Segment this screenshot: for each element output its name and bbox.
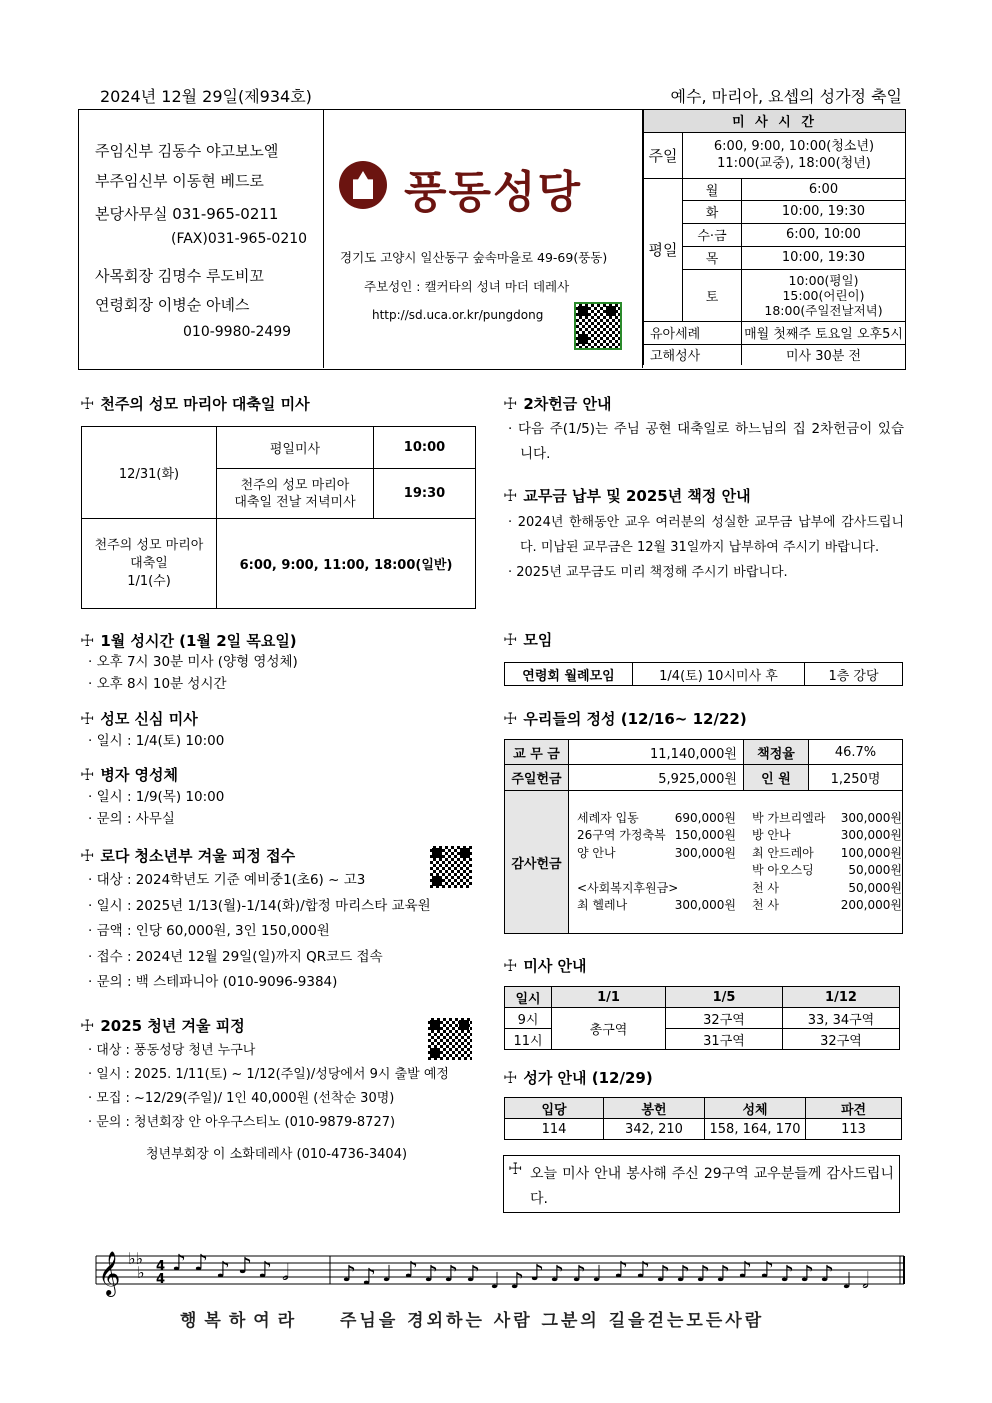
flat-icon: ♭	[137, 1263, 145, 1282]
list-item: 양 안나 300,000원	[577, 845, 736, 860]
svg-text:♪: ♪	[238, 1254, 253, 1279]
offering-value: 1,250명	[809, 765, 903, 791]
table-header: 입당	[505, 1098, 604, 1119]
weekday-label: 평일	[644, 178, 683, 321]
list-item: · 접수 : 2024년 12월 29일(일)까지 QR코드 접속	[88, 945, 431, 971]
contact-line: 청년부회장 이 소화데레사 (010-4736-3404)	[146, 1147, 408, 1162]
music-notes	[172, 1251, 869, 1294]
list-item: · 일시 : 1/9(목) 10:00	[88, 786, 224, 808]
list-item: 세례자 입동 690,000원	[577, 810, 736, 825]
cross-icon: ☩	[503, 1068, 518, 1087]
thanks-note: 오늘 미사 안내 봉사해 주신 29구역 교우분들께 감사드립니다.	[530, 1166, 894, 1207]
svg-text:𝅗𝅥: 𝅗𝅥	[282, 1261, 289, 1286]
section-title: ☩ 병자 영성체	[80, 765, 179, 784]
list-item: · 오후 8시 10분 성시간	[88, 673, 298, 695]
table-cell: 158, 164, 170	[705, 1119, 806, 1140]
mass-guide-table	[504, 986, 900, 1050]
mass-times-title: 미 사 시 간	[644, 110, 906, 132]
section-title: ☩ 천주의 성모 마리아 대축일 미사	[80, 394, 310, 413]
list-item: · 문의 : 백 스테파니아 (010-9096-9384)	[88, 970, 431, 996]
weekday-day: 월	[683, 178, 742, 200]
cross-icon: ☩	[503, 394, 518, 413]
confession-label: 고해성사	[644, 344, 742, 365]
staff-line: 주임신부 김동수 야고보노엘	[95, 142, 279, 160]
youth-retreat-list	[88, 868, 431, 996]
mass-label: 천주의 성모 마리아	[240, 477, 350, 493]
table-cell: 113	[806, 1119, 902, 1140]
offering-table	[504, 739, 903, 934]
list-item: · 대상 : 풍동성당 청년 누구나	[88, 1039, 449, 1063]
meeting-time: 1/4(토) 10시미사 후	[633, 663, 805, 686]
time-signature: 4	[156, 1259, 166, 1274]
table-header: 일시	[505, 987, 552, 1008]
list-item: · 일시 : 2025년 1/13(월)-1/14(화)/합정 마리스타 교육원	[88, 894, 431, 920]
list-item: 방 안나 300,000원	[752, 828, 902, 842]
sunday-label: 주일	[644, 132, 683, 178]
table-header: 파견	[806, 1098, 902, 1119]
list-item: · 2024년 한해동안 교우 여러분의 성실한 교무금 납부에 감사드립니다. 미납된 교무금은 12월 31일까지 납부하여 주시기 바랍니다.	[508, 510, 904, 560]
mass-label: 평일미사	[217, 427, 374, 469]
thanks-note-box	[503, 1155, 900, 1213]
svg-text:♪: ♪	[362, 1265, 377, 1290]
date-cell: 1/1(수)	[127, 573, 171, 589]
baptism-time: 매월 첫째주 토요일 오후5시	[742, 321, 906, 344]
cross-icon: ☩	[503, 486, 518, 505]
date-cell: 대축일	[130, 555, 168, 571]
staff-line: 연령회장 이병순 아녜스	[95, 296, 250, 314]
list-item: · 대상 : 2024학년도 기준 예비중1(초6) ~ 고3	[88, 868, 431, 894]
mass-time: 6:00, 9:00, 11:00, 18:00(일반)	[217, 519, 476, 609]
feast-title: 예수, 마리아, 요셉의 성가정 축일	[670, 87, 902, 106]
svg-text:♪: ♪	[342, 1262, 357, 1287]
weekday-time: 10:00, 19:30	[742, 246, 906, 269]
list-item: 천 사 200,000원	[752, 898, 902, 912]
table-header: 1/12	[783, 987, 900, 1008]
time-signature: 4	[156, 1272, 166, 1287]
baptism-label: 유아세례	[644, 321, 742, 344]
church-address: 경기도 고양시 일산동구 숲속마을로 49-69(풍동)	[340, 250, 608, 265]
cross-icon: ☩	[80, 765, 95, 784]
list-item: · 모집 : ~12/29(주일)/ 1인 40,000원 (선착순 30명)	[88, 1087, 449, 1111]
svg-text:♪: ♪	[800, 1262, 815, 1287]
cross-icon: ☩	[508, 1159, 523, 1178]
table-cell: 11시	[505, 1029, 552, 1050]
table-cell: 114	[505, 1119, 604, 1140]
church-logo	[339, 161, 387, 209]
svg-text:♪: ♪	[216, 1258, 231, 1283]
weekday-time: 10:00, 19:30	[742, 200, 906, 223]
svg-text:♪: ♪	[716, 1262, 731, 1287]
svg-text:♩: ♩	[842, 1269, 853, 1294]
marian-mass-list	[88, 730, 224, 752]
svg-text:♪: ♪	[424, 1262, 439, 1287]
cross-icon: ☩	[80, 631, 95, 650]
table-cell: 31구역	[666, 1029, 783, 1050]
second-collection-list	[508, 417, 904, 467]
offering-value: 11,140,000원	[569, 740, 744, 765]
weekday-day: 화	[683, 200, 742, 223]
weekday-time: 15:00(어린이)	[782, 287, 865, 303]
svg-text:♪: ♪	[404, 1258, 419, 1283]
table-cell: 총구역	[552, 1008, 666, 1050]
sunday-time: 11:00(교중), 18:00(청년)	[717, 156, 871, 171]
svg-text:♪: ♪	[676, 1262, 691, 1287]
patron-saint: 주보성인 : 캘커타의 성녀 마더 데레사	[364, 279, 570, 294]
offering-label: 책정율	[744, 740, 809, 765]
list-item: <사회복지후원금>	[577, 880, 679, 895]
staff-line: 사목회장 김명수 루도비꼬	[95, 267, 264, 285]
weekday-time: 6:00, 10:00	[742, 223, 906, 246]
list-item: · 다음 주(1/5)는 주님 공현 대축일로 하느님의 집 2차헌금이 있습니다.	[508, 417, 904, 467]
section-title: ☩ 우리들의 정성 (12/16~ 12/22)	[503, 709, 747, 728]
svg-text:♪: ♪	[636, 1258, 651, 1283]
cross-icon: ☩	[503, 630, 518, 649]
list-item: 박 아오스딩 50,000원	[752, 863, 902, 877]
table-cell: 342, 210	[604, 1119, 705, 1140]
section-title: ☩ 로다 청소년부 겨울 피정 접수	[80, 846, 296, 865]
meeting-place: 1층 강당	[805, 663, 903, 686]
table-header: 성체	[705, 1098, 806, 1119]
staff-line: 010-9980-2499	[183, 324, 292, 340]
meeting-name: 연령회 월례모임	[505, 663, 633, 686]
weekday-day: 수·금	[683, 223, 742, 246]
svg-text:♪: ♪	[530, 1261, 545, 1286]
list-item: · 2025년 교무금도 미리 책정해 주시기 바랍니다.	[508, 560, 904, 585]
flat-icon: ♭♭	[128, 1249, 144, 1268]
table-header: 1/5	[666, 987, 783, 1008]
svg-text:♪: ♪	[444, 1262, 459, 1287]
staff-line: 부주임신부 이동현 베드로	[95, 172, 264, 190]
section-title: ☩ 1월 성시간 (1월 2일 목요일)	[80, 631, 297, 650]
section-title: ☩ 미사 안내	[503, 956, 587, 975]
svg-text:♪: ♪	[550, 1262, 565, 1287]
svg-text:♪: ♪	[172, 1251, 187, 1276]
masthead	[78, 109, 906, 370]
table-cell: 9시	[505, 1008, 552, 1029]
church-info	[324, 110, 643, 368]
svg-text:♩: ♩	[382, 1262, 393, 1287]
svg-text:♪: ♪	[780, 1262, 795, 1287]
table-header: 1/1	[552, 987, 666, 1008]
date-cell: 천주의 성모 마리아	[94, 537, 204, 553]
svg-text:♪: ♪	[820, 1262, 835, 1287]
list-item: 최 헬레나 300,000원	[577, 898, 736, 912]
section-title: ☩ 교무금 납부 및 2025년 책정 안내	[503, 486, 751, 505]
hymn-table	[504, 1097, 902, 1140]
lyrics-line: 주님을 경외하는 사람 그분의 길을걷는모든사람	[340, 1311, 765, 1331]
offering-label: 감사헌금	[505, 791, 569, 934]
holy-hour-list	[88, 651, 298, 695]
staff-line: 본당사무실 031-965-0211	[95, 205, 279, 223]
mass-time: 19:30	[374, 469, 476, 519]
table-cell: 32구역	[783, 1029, 900, 1050]
list-item: · 오후 7시 30분 미사 (양형 영성체)	[88, 651, 298, 673]
svg-text:♪: ♪	[696, 1262, 711, 1287]
list-item: · 문의 : 사무실	[88, 808, 224, 830]
treble-clef-icon: 𝄞	[98, 1251, 121, 1295]
section-title: ☩ 성가 안내 (12/29)	[503, 1068, 653, 1087]
list-item: 천 사 50,000원	[752, 880, 902, 895]
svg-text:♪: ♪	[466, 1262, 481, 1287]
qr-code-icon[interactable]	[430, 846, 472, 888]
weekday-time: 18:00(주일전날저녁)	[764, 302, 883, 318]
section-title: ☩ 모임	[503, 630, 553, 649]
thanks-offering-list	[569, 810, 902, 915]
svg-text:♪: ♪	[510, 1269, 525, 1294]
svg-text:♪: ♪	[760, 1258, 775, 1283]
weekday-time: 6:00	[742, 178, 906, 200]
weekday-day: 토	[683, 269, 742, 321]
offering-label: 주일헌금	[505, 765, 569, 791]
sick-communion-list	[88, 786, 224, 830]
svg-text:♪: ♪	[572, 1262, 587, 1287]
cross-icon: ☩	[503, 709, 518, 728]
cross-icon: ☩	[503, 956, 518, 975]
list-item: · 금액 : 인당 60,000원, 3인 150,000원	[88, 919, 431, 945]
staff-line: (FAX)031-965-0210	[171, 231, 308, 247]
cross-icon: ☩	[80, 1016, 95, 1035]
svg-text:♪: ♪	[656, 1262, 671, 1287]
cross-icon: ☩	[80, 846, 95, 865]
list-item: · 일시 : 2025. 1/11(토) ~ 1/12(주일)/성당에서 9시 출발 예정	[88, 1063, 449, 1087]
confession-time: 미사 30분 전	[742, 344, 906, 365]
mass-times-table	[643, 110, 905, 365]
sunday-time: 6:00, 9:00, 10:00(청소년)	[713, 139, 875, 154]
svg-text:♪: ♪	[738, 1258, 753, 1283]
list-item: 26구역 가정축복 150,000원	[577, 828, 736, 842]
table-cell: 33, 34구역	[783, 1008, 900, 1029]
offering-label: 교 무 금	[505, 740, 569, 765]
solemnity-mass-table	[81, 426, 476, 609]
svg-text:♩: ♩	[592, 1262, 603, 1287]
list-item: · 일시 : 1/4(토) 10:00	[88, 730, 224, 752]
svg-text:♪: ♪	[194, 1251, 209, 1276]
church-name: 풍동성당	[404, 167, 583, 218]
section-title: ☩ 성모 신심 미사	[80, 709, 198, 728]
offering-label: 인 원	[744, 765, 809, 791]
section-title: ☩ 2차헌금 안내	[503, 394, 612, 413]
church-url[interactable]: http://sd.uca.or.kr/pungdong	[372, 308, 544, 322]
qr-code-icon[interactable]	[574, 302, 622, 350]
date-cell: 12/31(화)	[82, 427, 217, 519]
dues-list	[508, 510, 904, 585]
weekday-day: 목	[683, 246, 742, 269]
list-item: 최 안드레아 100,000원	[752, 845, 902, 860]
list-item: · 문의 : 청년회장 안 아우구스티노 (010-9879-8727)	[88, 1111, 449, 1135]
lyrics-line: 행복하여라	[180, 1311, 303, 1331]
music-staff	[90, 1240, 906, 1300]
table-header: 봉헌	[604, 1098, 705, 1119]
svg-text:𝅗𝅥: 𝅗𝅥	[862, 1269, 869, 1294]
section-title: ☩ 2025 청년 겨울 피정	[80, 1016, 245, 1035]
meeting-table	[504, 662, 903, 686]
issue-date: 2024년 12월 29일(제934호)	[100, 87, 312, 106]
weekday-time: 10:00(평일)	[788, 272, 859, 288]
list-item: 박 가브리엘라 300,000원	[752, 810, 902, 825]
svg-text:♩: ♩	[490, 1269, 501, 1294]
mass-time: 10:00	[374, 427, 476, 469]
staff-info	[79, 110, 324, 368]
offering-value: 46.7%	[809, 740, 903, 765]
cross-icon: ☩	[80, 394, 95, 413]
mass-label: 대축일 전날 저녁미사	[234, 494, 356, 510]
svg-text:♪: ♪	[614, 1258, 629, 1283]
cross-icon: ☩	[80, 709, 95, 728]
table-cell: 32구역	[666, 1008, 783, 1029]
svg-text:♪: ♪	[258, 1258, 273, 1283]
offering-value: 5,925,000원	[569, 765, 744, 791]
young-adult-retreat-list	[88, 1039, 449, 1135]
